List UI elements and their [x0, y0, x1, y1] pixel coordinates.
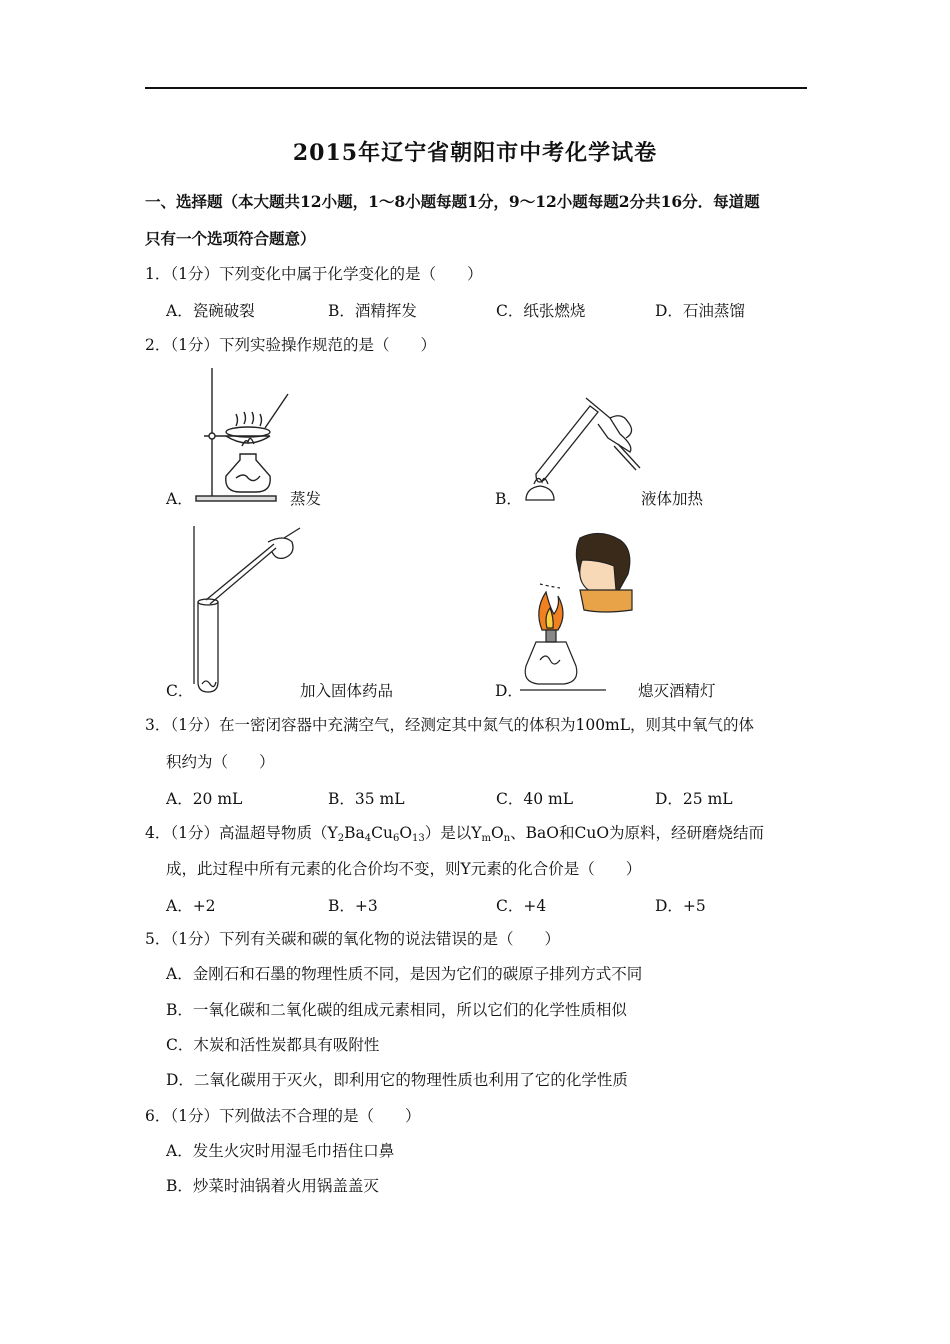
add-solid-reagent-figure: [188, 524, 308, 696]
page-title: 2015年辽宁省朝阳市中考化学试卷: [292, 140, 658, 166]
top-rule: [145, 87, 807, 89]
q3-stem-line1: 3．（1分）在一密闭容器中充满空气，经测定其中氮气的体积为100mL，则其中氧气的体: [145, 716, 755, 734]
section-heading-line2: 只有一个选项符合题意）: [145, 229, 316, 248]
liquid-heating-figure: [518, 388, 648, 506]
evaporation-apparatus-figure: [190, 364, 300, 504]
q2-option-b-caption: 液体加热: [641, 490, 704, 508]
q4-option-b: B．+3: [328, 897, 378, 915]
q3-stem-line2: 积约为（ ）: [166, 753, 275, 771]
q2-option-d-letter: D．: [495, 682, 523, 700]
q2-option-b-letter: B．: [495, 490, 522, 508]
q4-option-a: A．+2: [166, 897, 216, 915]
q5-option-c: C．木炭和活性炭都具有吸附性: [166, 1036, 380, 1054]
q4-stem-line2: 成，此过程中所有元素的化合价均不变，则Y元素的化合价是（ ）: [166, 860, 642, 878]
q6-option-b: B．炒菜时油锅着火用锅盖盖灭: [166, 1177, 379, 1195]
q1-option-a: A．瓷碗破裂: [166, 302, 255, 320]
q5-option-d: D．二氧化碳用于灭火，即利用它的物理性质也利用了它的化学性质: [166, 1071, 628, 1089]
q5-stem: 5．（1分）下列有关碳和碳的氧化物的说法错误的是（ ）: [145, 930, 560, 948]
q4-stem-line1: 4．（1分）高温超导物质$(Y_2Ba_4Cu_6O_{13})$是以$Y_mO_n$、BaO和CuO为原料，经研磨烧结而: [145, 824, 765, 844]
q2-option-a-caption: 蒸发: [290, 490, 322, 508]
q1-stem: 1．（1分）下列变化中属于化学变化的是（ ）: [145, 265, 483, 283]
q3-option-b: B．35 mL: [328, 790, 405, 808]
q2-option-a-letter: A．: [166, 490, 193, 508]
q6-stem: 6．（1分）下列做法不合理的是（ ）: [145, 1107, 421, 1125]
q4-option-c: C．+4: [496, 897, 547, 915]
extinguish-alcohol-lamp-figure: [520, 530, 638, 696]
q5-option-b: B．一氧化碳和二氧化碳的组成元素相同，所以它们的化学性质相似: [166, 1001, 627, 1019]
q4-option-d: D．+5: [655, 897, 706, 915]
q2-option-c-caption: 加入固体药品: [300, 682, 394, 700]
q6-option-a: A．发生火灾时用湿毛巾捂住口鼻: [166, 1142, 395, 1160]
q5-option-a: A．金刚石和石墨的物理性质不同，是因为它们的碳原子排列方式不同: [166, 965, 643, 983]
q3-option-d: D．25 mL: [655, 790, 733, 808]
q1-option-b: B．酒精挥发: [328, 302, 417, 320]
q2-option-d-caption: 熄灭酒精灯: [638, 682, 716, 700]
q2-stem: 2．（1分）下列实验操作规范的是（ ）: [145, 336, 436, 354]
q1-option-c: C．纸张燃烧: [496, 302, 586, 320]
q3-option-a: A．20 mL: [166, 790, 243, 808]
section-heading-line1: 一、选择题（本大题共12小题，1～8小题每题1分，9～12小题每题2分共16分．每道题: [145, 192, 760, 211]
q3-option-c: C．40 mL: [496, 790, 574, 808]
q1-option-d: D．石油蒸馏: [655, 302, 745, 320]
q2-option-c-letter: C．: [166, 682, 194, 700]
